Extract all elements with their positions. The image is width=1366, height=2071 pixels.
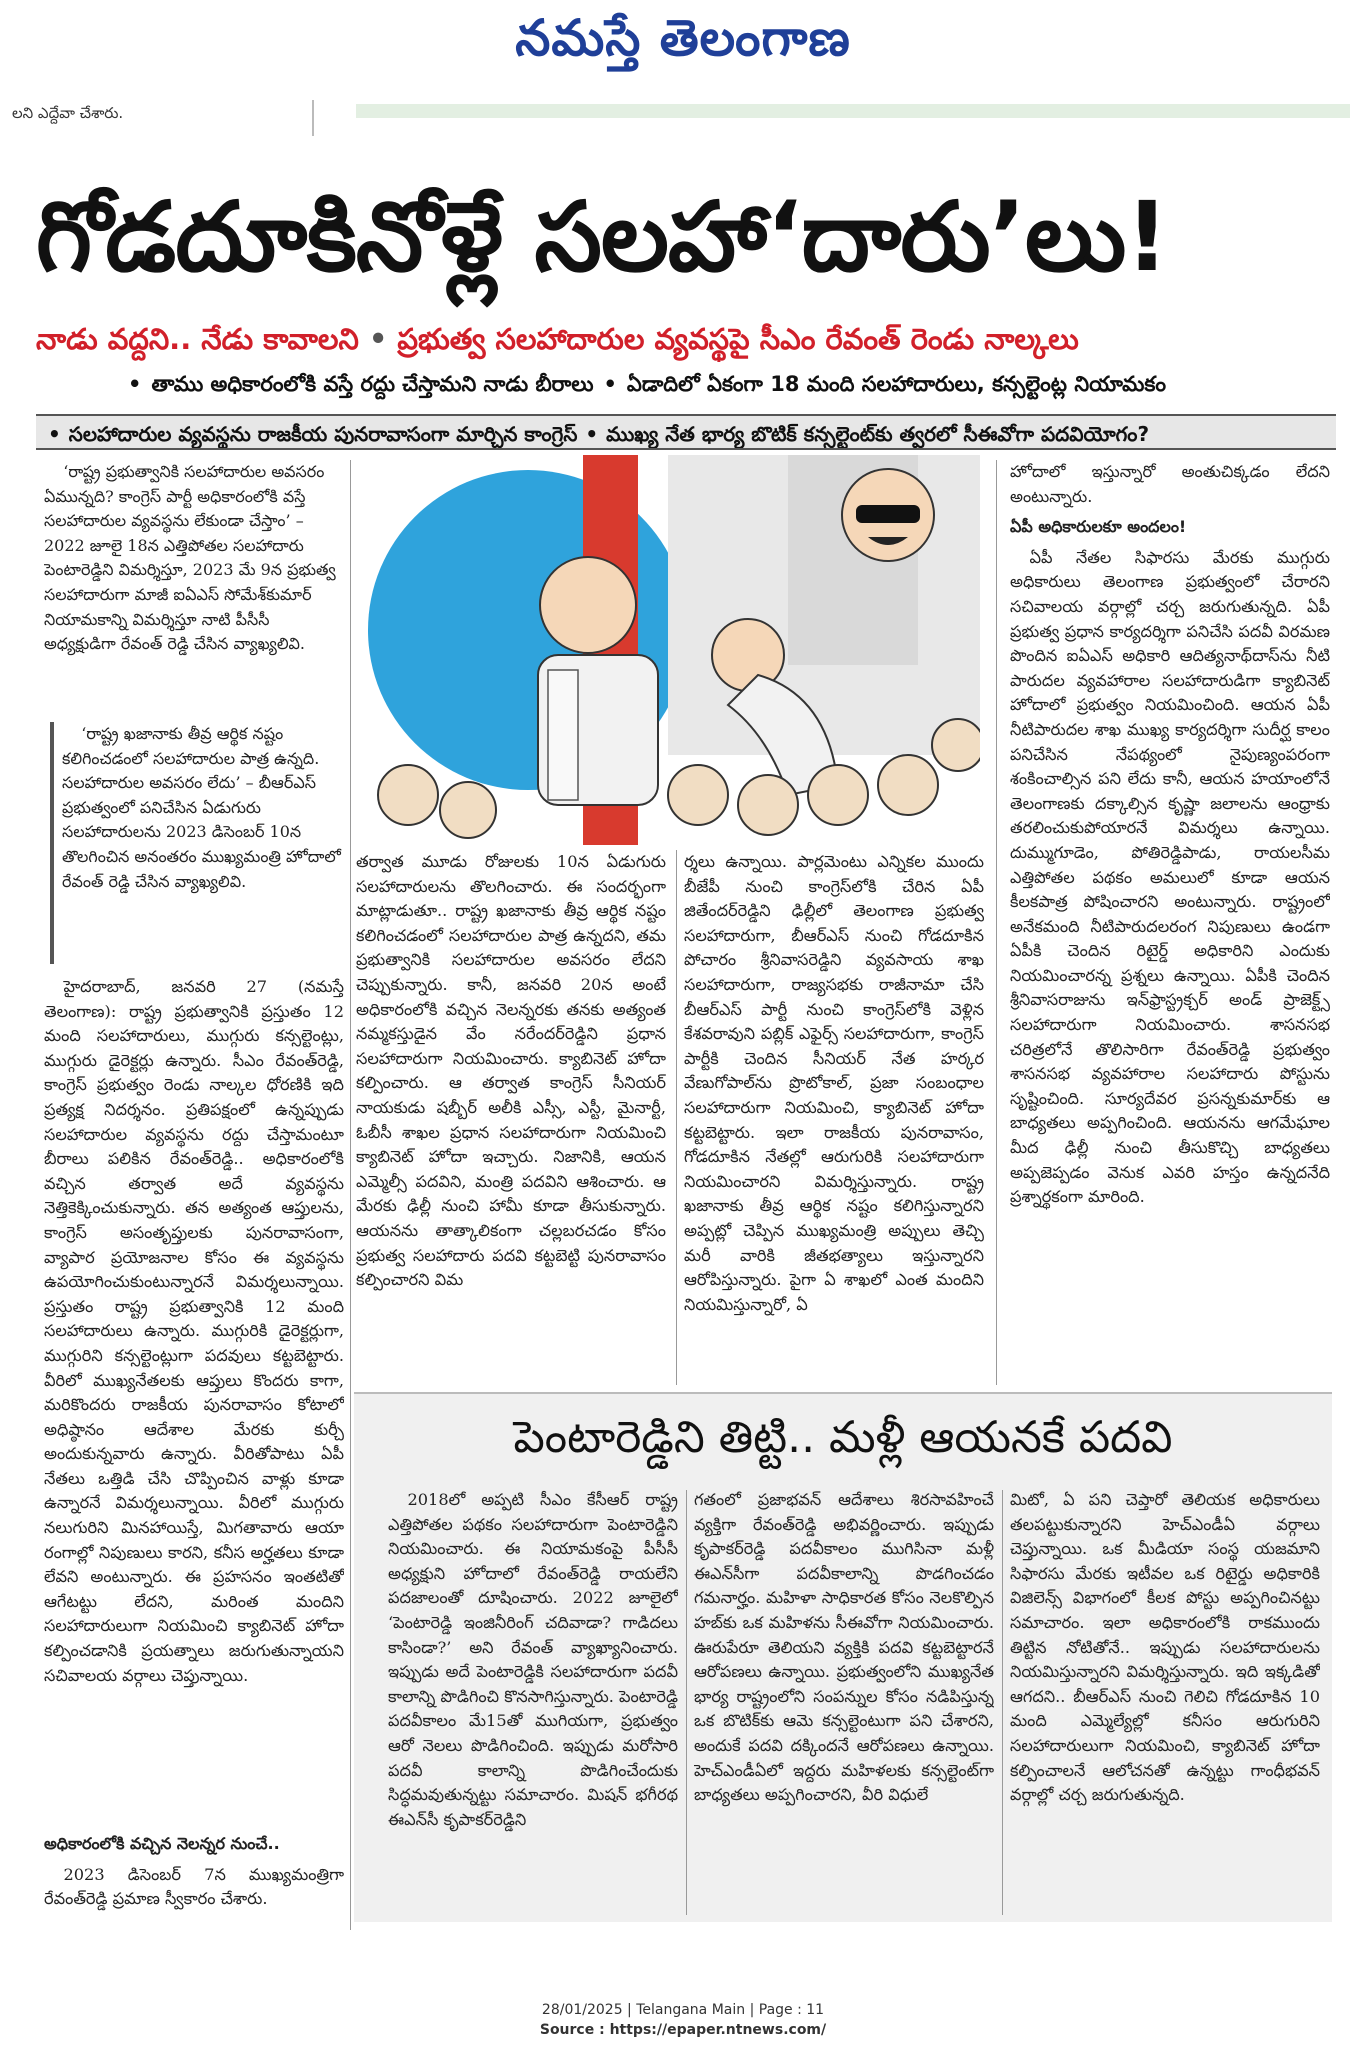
- article-paragraph: తర్వాత మూడు రోజులకు 10న ఏడుగురు సలహాదారులను తొలగించారు. ఈ సందర్భంగా మాట్లాడుతూ.. రాష్ట్ర ఖజానాకు తీవ్ర ఆర్థిక నష్టం కలిగించడంలో సలహాదారుల పాత్ర ఉన్నదని, తమ ప్రభుత్వానికి సలహాదారుల అవసరం లేదని చెప్పుకున్నారు. కానీ, జనవరి 20న అంటే అధికారంలోకి వచ్చిన నెలన్నరకు తనకు అత్యంత నమ్మకస్తుడైన వేం నరేందర్‌రెడ్డిని ప్రధాన సలహాదారుగా నియమించారు. క్యాబినెట్ హోదా కల్పించారు. ఆ తర్వాత కాంగ్రెస్ సీనియర్ నాయకుడు షబ్బీర్ అలీకి ఎస్సీ, ఎస్టీ, మైనార్టీ, ఓబీసీ శాఖల ప్రధాన సలహాదారుగా నియమించి క్యాబినెట్ హోదా ఇచ్చారు. నిజానికి, ఆయన ఎమ్మెల్సీ పదవిని, మంత్రి పదవిని ఆశించారు. ఆ మేరకు ఢిల్లీ నుంచి హామీ కూడా తీసుకున్నారు. ఆయనను తాత్కాలికంగా చల్లబరచడం కోసం ప్రభుత్వ సలహాదారు పదవి కట్టబెట్టి పునరావాసం కల్పించారని విమ: [356, 852, 666, 1290]
- pull-quote-2-text: ‘రాష్ట్ర ఖజానాకు తీవ్ర ఆర్థిక నష్టం కలిగించడంలో సలహాదారుల పాత్ర ఉన్నది. సలహాదారుల అవసరం లేదు’ – బీఆర్‌ఎస్ ప్రభుత్వంలో పనిచేసిన ఏడుగురు సలహాదారులను 2023 డిసెంబర్ 10న తొలగించిన అనంతరం ముఖ్యమంత్రి హోదాలో రేవంత్ రెడ్డి చేసిన వ్యాఖ్యలివి.: [62, 724, 341, 891]
- article-column-1: [44, 975, 344, 1835]
- pull-quote-1: [44, 460, 344, 718]
- bullet-icon: •: [585, 422, 599, 446]
- newspaper-logo: నమస్తే తెలంగాణ: [515, 8, 851, 67]
- headline: గోడదూకినోళ్లే సలహా‘దారు’లు!: [36, 181, 1169, 293]
- bullet-icon: •: [368, 322, 388, 356]
- footer-source: Source : https://epaper.ntnews.com/: [539, 2022, 827, 2038]
- deck1-right: ఏడాదిలో ఏకంగా 18 మంది సలహాదారులు, కన్సల్టెంట్ల నియామకం: [626, 372, 1166, 396]
- article-paragraph: హైదరాబాద్, జనవరి 27 (నమస్తే తెలంగాణ): రాష్ట్ర ప్రభుత్వానికి ప్రస్తుతం 12 మంది సలహాదారులు, ముగ్గురు కన్సల్టెంట్లు, ముగ్గురు డైరెక్టర్లు ఉన్నారు. సీఎం రేవంత్‌రెడ్డి, కాంగ్రెస్ ప్రభుత్వం రెండు నాల్కల ధోరణికి ఇది ప్రత్యక్ష నిదర్శనం. ప్రతిపక్షంలో ఉన్నప్పుడు సలహాదారుల వ్యవస్థను రద్దు చేస్తామంటూ బీరాలు పలికిన రేవంత్‌రెడ్డి.. అధికారంలోకి వచ్చిన తర్వాత అదే వ్యవస్థను నెత్తికెక్కించుకున్నారు. తన అత్యంత ఆప్తులను, కాంగ్రెస్ అసంతృప్తులకు పునరావాసంగా, వ్యాపార ప్రయోజనాల కోసం ఈ వ్యవస్థను ఉపయోగించుకుంటున్నారనే విమర్శలున్నాయి. ప్రస్తుతం రాష్ట్ర ప్రభుత్వానికి 12 మంది సలహాదారులు ఉన్నారు. ముగ్గురికి డైరెక్టర్లుగా, ముగ్గురిని కన్సల్టెంట్లుగా పదవులు కట్టబెట్టారు. వీరిలో ముఖ్యనేతలకు ఆప్తులు కొందరు కాగా, మరికొందరు రాజకీయ పునరావాసం కోటాలో అధిష్ఠానం ఆదేశాల మేరకు కుర్చీ అందుకున్నవారు ఉన్నారు. వీరితోపాటు ఏపీ నేతలు ఒత్తిడి చేసి చొప్పించిన వాళ్లు కూడా ఉన్నారనే విమర్శలున్నాయి. వీరిలో ముగ్గురు నలుగురిని మినహాయిస్తే, మిగతావారు ఆయా రంగాల్లో నిపుణులు కారని, కనీస అర్హతలు కూడా లేవని అంటున్నారు. ఈ ప్రహసనం ఇంతటితో ఆగేటట్టు లేదని, మరింత మందిని సలహాదారులుగా నియమించి క్యాబినెట్ హోదా కల్పించడానికి ప్రయత్నాలు జరుగుతున్నాయని సచివాలయ వర్గాలు చెప్తున్నాయి.: [44, 977, 344, 1685]
- political-cartoon: [368, 455, 980, 845]
- boxed-story-column-1: [388, 1488, 678, 1918]
- article-paragraph: మిటో, ఏ పని చెప్తారో తెలియక అధికారులు తలపట్టుకున్నారని హెచ్‌ఎండీఏ వర్గాలు చెప్తున్నాయి. ఒక మీడియా సంస్థ యజమాని సిఫారసు మేరకు ఇటీవల ఒక రిటైర్డు అధికారికి విజిలెన్స్ విభాగంలో కీలక పోస్టు అప్పగించినట్టు సమాచారం. ఇలా అధికారంలోకి రాకముందు తిట్టిన నోటితోనే.. ఇప్పుడు సలహాదారులను నియమిస్తున్నారని విమర్శిస్తున్నారు. ఇది ఇక్కడితో ఆగదని.. బీఆర్‌ఎస్ నుంచి గెలిచి గోడదూకిన 10 మంది ఎమ్మెల్యేల్లో కనీసం ఆరుగురిని సలహాదారులుగా నియమించి, క్యాబినెట్ హోదా కల్పించాలనే ఆలోచనతో ఉన్నట్టు గాంధీభవన్ వర్గాల్లో చర్చ జరుగుతున్నది.: [1010, 1490, 1320, 1805]
- deck2-right: ముఖ్య నేత భార్య బొటిక్ కన్సల్టెంట్‌కు త్వరలో సీఈవోగా పదవియోగం?: [606, 422, 1150, 446]
- column-divider: [676, 850, 677, 1385]
- boxed-story-column-2: [694, 1488, 994, 1918]
- masthead: [0, 0, 1366, 88]
- column-divider: [1002, 1490, 1003, 1915]
- article-paragraph: హోదాలో ఇస్తున్నారో అంతుచిక్కడం లేదని అంటున్నారు.: [1010, 462, 1330, 506]
- cartoon-illustration-icon: [368, 455, 980, 845]
- boxed-story-column-3: [1010, 1488, 1320, 1918]
- article-column-2: [356, 850, 666, 1385]
- article-paragraph: 2018లో అప్పటి సీఎం కేసీఆర్ రాష్ట్ర ఎత్తిపోతల పథకం సలహాదారుగా పెంటారెడ్డిని నియమించారు. ఈ నియామకంపై పీసీసీ అధ్యక్షుని హోదాలో రేవంత్‌రెడ్డి రాయలేని పదజాలంతో దూషించారు. 2022 జూలైలో ‘పెంటారెడ్డి ఇంజినీరింగ్ చదివాడా? గాడిదలు కాసిండా?’ అని రేవంత్ వ్యాఖ్యానించారు. ఇప్పుడు అదే పెంటారెడ్డికి సలహాదారుగా పదవీ కాలాన్ని పొడిగించి కొనసాగిస్తున్నారు. పెంటారెడ్డి పదవీకాలం మే15తో ముగియగా, ప్రభుత్వం ఆరో నెలలు పొడిగించింది. ఇప్పుడు మరోసారి పదవీ కాలాన్ని పొడిగించేందుకు సిద్ధమవుతున్నట్టు సమాచారం. మిషన్ భగీరథ ఈఎన్‌సీ కృపాకర్‌రెడ్డిని: [388, 1490, 678, 1829]
- pull-quote-2: [50, 722, 352, 964]
- column-divider: [996, 460, 997, 1385]
- footer-page-info: 28/01/2025 | Telangana Main | Page : 11: [541, 2002, 825, 2018]
- section-subhead: ఏపీ అధికారులకూ అందలం!: [1010, 517, 1187, 537]
- bullet-icon: •: [128, 372, 142, 396]
- article-paragraph: 2023 డిసెంబర్ 7న ముఖ్యమంత్రిగా రేవంత్‌రెడ్డి ప్రమాణ స్వీకారం చేశారు.: [44, 1864, 344, 1909]
- divider-bar: [356, 104, 1350, 118]
- article-column-4: [1010, 460, 1330, 1385]
- column-divider: [350, 460, 351, 1930]
- article-paragraph: ఏపీ నేతల సిఫారసు మేరకు ముగ్గురు అధికారులు తెలంగాణ ప్రభుత్వంలో చేరారని సచివాలయ వర్గాల్లో చర్చ జరుగుతున్నది. ఏపీ ప్రభుత్వ ప్రధాన కార్యదర్శిగా పనిచేసి పదవీ విరమణ పొందిన ఐఏఎస్ అధికారి ఆదిత్యనాథ్‌దాస్‌ను నీటి పారుదల వ్యవహారాల సలహాదారుడిగా క్యాబినెట్ హోదాలో ప్రభుత్వం నియమించింది. ఆయన ఏపీ నీటిపారుదల శాఖ ముఖ్య కార్యదర్శిగా సుదీర్ఘ కాలం పనిచేసిన నేపథ్యంలో నైపుణ్యంపరంగా శంకించాల్సిన పని లేదు కానీ, ఆయన హయాంలోనే తెలంగాణకు దక్కాల్సిన కృష్ణా జలాలను ఆంధ్రాకు తరలించుకుపోయారనే విమర్శలు ఉన్నాయి. దుమ్ముగూడెం, పోతిరెడ్డిపాడు, రాయలసీమ ఎత్తిపోతల పథకం అమలులో కూడా ఆయన కీలకపాత్ర పోషించారని అంటున్నారు. రాష్ట్రంలో అనేకమంది నీటిపారుదలరంగ నిపుణులు ఉండగా ఏపీకి చెందిన రిటైర్డ్ అధికారిని ఎందుకు నియమించారన్న ప్రశ్నలు ఉన్నాయి. ఏపీకి చెందిన శ్రీనివాసరాజును ఇన్‌ఫ్రాస్ట్రక్చర్ అండ్ ప్రాజెక్ట్స్ సలహాదారుగా నియమించారు. శాసనసభ చరిత్రలోనే తొలిసారిగా రేవంత్‌రెడ్డి ప్రభుత్వం శాసనసభ వ్యవహారాల సలహాదారు పోస్టును సృష్టించింది. సూర్యదేవర ప్రసన్నకుమార్‌కు ఆ బాధ్యతలు అప్పగించింది. ఆయనను ఆగమేఘాల మీద ఢిల్లీ నుంచి తీసుకొచ్చి బాధ్యతలు అప్పజెప్పడం వెనుక ఎవరి హస్తం ఉన్నదనేది ప్రశ్నార్థకంగా మారింది.: [1010, 547, 1330, 1207]
- article-column-3: [684, 850, 984, 1385]
- deck-line-1: [118, 372, 1318, 406]
- article-paragraph: గతంలో ప్రజాభవన్ ఆదేశాలు శిరసావహించే వ్యక్తిగా రేవంత్‌రెడ్డి అభివర్ణించారు. ఇప్పుడు కృపాకర్‌రెడ్డి పదవీకాలం ముగిసినా మళ్లీ ఈఎన్‌సీగా పదవీకాలాన్ని పొడగించడం గమనార్హం. మహిళా సాధికారత కోసం నెలకొల్పిన హబ్‌కు ఒక మహిళను సీఈవోగా నియమించారు. ఊరుపేరూ తెలియని వ్యక్తికి పదవి కట్టబెట్టారనే ఆరోపణలు ఉన్నాయి. ప్రభుత్వంలోని ముఖ్యనేత భార్య రాష్ట్రంలోని సంపన్నుల కోసం నడిపిస్తున్న ఒక బొటిక్‌కు ఆమె కన్సల్టెంటుగా పని చేశారని, అందుకే పదవి దక్కిందనే ఆరోపణలు ఉన్నాయి. హెచ్‌ఎండీఏలో ఇద్దరు మహిళలకు కన్సల్టెంట్‌గా బాధ్యతలు అప్పగించారని, వీరి విధులే: [694, 1490, 994, 1805]
- deck1-left: తాము అధికారంలోకి వస్తే రద్దు చేస్తామని నాడు బీరాలు: [151, 372, 594, 396]
- article-column-1-tail: [44, 1832, 344, 1932]
- deck-line-2: [36, 414, 1336, 450]
- subheadline-right: ప్రభుత్వ సలహాదారుల వ్యవస్థపై సీఎం రేవంత్ రెండు నాల్కలు: [397, 322, 1079, 356]
- bullet-icon: •: [48, 422, 61, 446]
- article-paragraph: ర్శలు ఉన్నాయి. పార్లమెంటు ఎన్నికల ముందు బీజేపీ నుంచి కాంగ్రెస్‌లోకి చేరిన ఏపీ జితేందర్‌రెడ్డిని ఢిల్లీలో తెలంగాణ ప్రభుత్వ సలహాదారుగా, బీఆర్‌ఎస్ నుంచి గోడదూకిన పోచారం శ్రీనివాసరెడ్డిని వ్యవసాయ శాఖ సలహాదారుగా, రాజ్యసభకు రాజీనామా చేసి బీఆర్‌ఎస్ పార్టీ నుంచి కాంగ్రెస్‌లోకి వెళ్లిన కేశవరావుని పబ్లిక్ ఎఫైర్స్ సలహాదారుగా, కాంగ్రెస్ పార్టీకి చెందిన సీనియర్ నేత హర్కర వేణుగోపాల్‌ను ప్రొటోకాల్, ప్రజా సంబంధాల సలహాదారుగా నియమించి, క్యాబినెట్ హోదా కట్టబెట్టారు. ఇలా రాజకీయ పునరావాసం, గోడదూకిన నేతల్లో ఆరుగురికి సలహాదారుగా నియమించారని విమర్శిస్తున్నారు. రాష్ట్ర ఖజానాకు తీవ్ర ఆర్థిక నష్టం కలిగిస్తున్నారని అప్పట్లో చెప్పిన ముఖ్యమంత్రి అప్పులు తెచ్చి మరీ వారికి జీతభత్యాలు ఇస్తున్నారని ఆరోపిస్తున్నారు. పైగా ఏ శాఖలో ఎంత మందిని నియమిస్తున్నారో, ఏ: [684, 852, 984, 1314]
- subheadline-left: నాడు వద్దని.. నేడు కావాలని: [36, 322, 359, 356]
- page-footer: [0, 2000, 1366, 2040]
- section-subhead: అధికారంలోకి వచ్చిన నెలన్నర నుంచే..: [44, 1834, 280, 1853]
- subheadline: [36, 322, 1336, 362]
- pull-quote-1-text: ‘రాష్ట్ర ప్రభుత్వానికి సలహాదారుల అవసరం ఏమున్నది? కాంగ్రెస్ పార్టీ అధికారంలోకి వస్తే సలహాదారుల వ్యవస్థను లేకుండా చేస్తాం’ – 2022 జూలై 18న ఎత్తిపోతల సలహాదారు పెంటారెడ్డిని విమర్శిస్తూ, 2023 మే 9న ప్రభుత్వ సలహాదారుగా మాజీ ఐఏఎస్ సోమేశ్‌కుమార్ నియామకాన్ని విమర్శిస్తూ నాటి పీసీసీ అధ్యక్షుడిగా రేవంత్ రెడ్డి చేసిన వ్యాఖ్యలివి.: [44, 462, 336, 654]
- bullet-icon: •: [603, 372, 617, 396]
- boxed-story-headline: పెంటారెడ్డిని తిట్టి.. మళ్లీ ఆయనకే పదవి: [354, 1392, 1332, 1482]
- deck2-left: సలహాదారుల వ్యవస్థను రాజకీయ పునరావాసంగా మార్చిన కాంగ్రెస్: [68, 422, 578, 446]
- previous-article-snippet: లని ఎద్దేవా చేశారు.: [12, 100, 314, 136]
- column-divider: [686, 1490, 687, 1915]
